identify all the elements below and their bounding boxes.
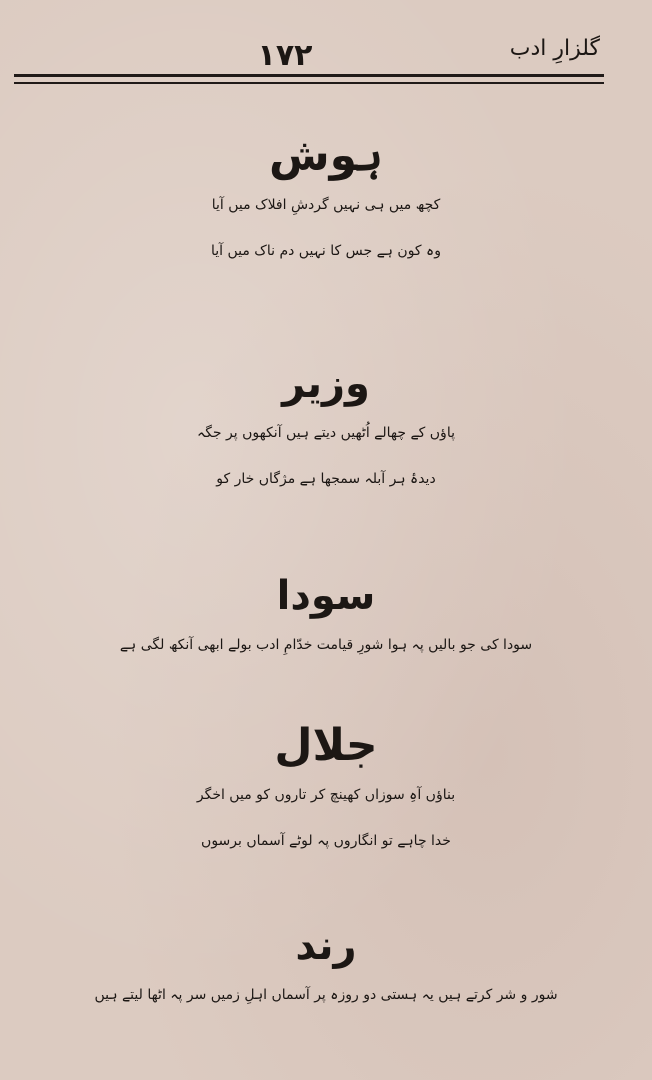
poet-name: جلال [274, 720, 378, 771]
verse-line: دیدۂ ہر آبلہ سمجھا ہے مژگاں خار کو [216, 471, 436, 487]
poet-name: سودا [276, 573, 376, 619]
poet-name: رند [295, 923, 357, 969]
poet-name: وزیر [282, 361, 370, 407]
verse-section-jalal [0, 720, 652, 864]
verse-line: شور و شر کرتے ہیں یہ ہستی دو روزہ پر آسماں اہلِ زمیں سر پہ اٹھا لیتے ہیں [94, 987, 558, 1003]
verse-line: خدا چاہے تو انگاروں پہ لوٹے آسماں برسوں [201, 833, 451, 849]
running-head-title: گلزارِ ادب [509, 36, 600, 61]
verse-line: پاؤں کے چھالے اُٹھیں دیتے ہیں آنکھوں پر جگہ [197, 425, 455, 441]
header-rule-thin [14, 82, 604, 84]
verse-line: بناؤں آہِ سوزاں کھینچ کر تاروں کو میں اخگر [196, 787, 456, 803]
page-header [0, 18, 652, 78]
verse-line: کچھ میں ہی نہیں گردشِ افلاک میں آیا [211, 197, 441, 213]
poet-name: ہوش [268, 130, 384, 181]
header-rule-thick [14, 74, 604, 77]
page-number: ۱۷۲ [257, 38, 313, 73]
verse-line: وہ کون ہے جس کا نہیں دم ناک میں آیا [210, 243, 442, 259]
verse-line: سودا کی جو بالیں پہ ہوا شورِ قیامت خدّامِ ادب بولے ابھی آنکھ لگی ہے [119, 637, 533, 653]
verse-section-rind [0, 920, 652, 1018]
verse-section-wazir [0, 358, 652, 502]
verse-section-sauda [0, 570, 652, 668]
verse-section-hosh [0, 130, 652, 274]
